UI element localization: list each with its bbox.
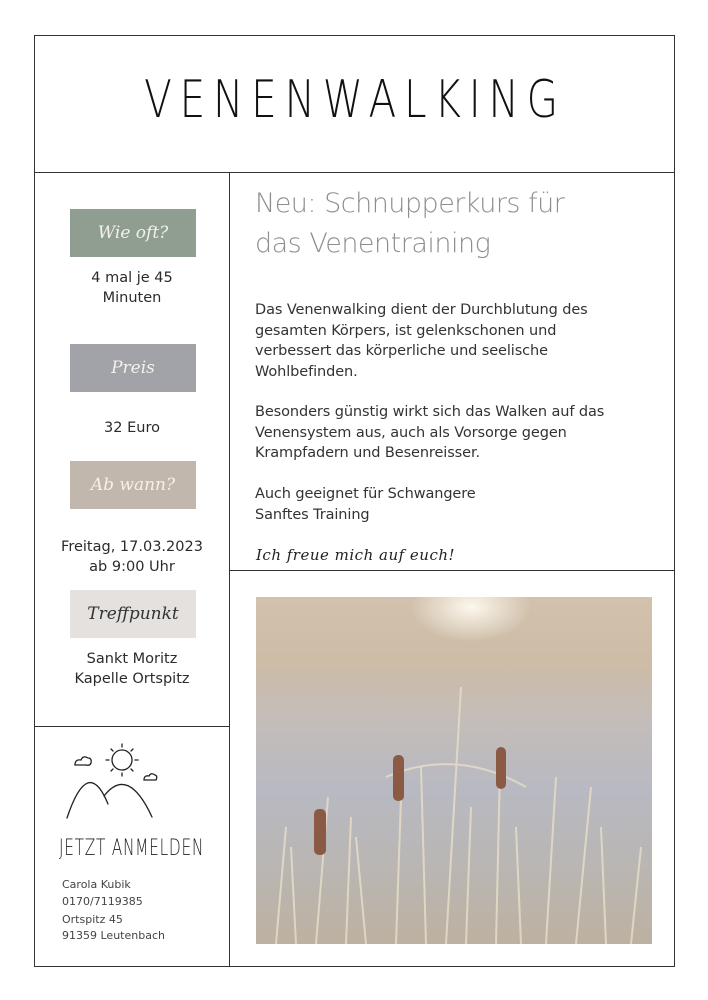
signoff: Ich freue mich auf euch! xyxy=(256,546,456,564)
label-start-text: Ab wann? xyxy=(90,475,176,495)
contact-city: 91359 Leutenbach xyxy=(62,929,165,942)
paragraph-line: Besonders günstig wirkt sich das Walken auf das xyxy=(255,404,605,420)
label-meeting-point xyxy=(70,590,196,638)
paragraph-line: Sanftes Training xyxy=(255,506,370,523)
label-price xyxy=(70,344,196,392)
paragraph-line: Venensystem aus, auch als Vorsorge gegen xyxy=(255,424,567,441)
frequency-value xyxy=(34,268,230,308)
price-value xyxy=(34,418,230,438)
price-line-1: 32 Euro xyxy=(104,420,160,436)
start-value xyxy=(34,537,230,577)
divider-sidebar xyxy=(34,726,230,727)
label-frequency-text: Wie oft? xyxy=(97,223,169,243)
headline xyxy=(255,184,564,264)
paragraph-line: Das Venenwalking dient der Durchblutung des xyxy=(255,302,588,318)
contact-street: Ortspitz 45 xyxy=(62,913,123,926)
start-line-2: ab 9:00 Uhr xyxy=(89,559,175,575)
label-frequency xyxy=(70,209,196,257)
label-start xyxy=(70,461,196,509)
meeting-point-value xyxy=(34,649,230,689)
frequency-line-2: Minuten xyxy=(102,290,162,306)
mountains-sun-icon xyxy=(60,740,170,825)
cattail-photo xyxy=(256,597,652,944)
meeting-point-line-2: Kapelle Ortspitz xyxy=(74,671,190,687)
reeds-illustration xyxy=(256,597,652,944)
paragraph-intro xyxy=(255,300,588,382)
paragraph-benefits xyxy=(255,402,604,464)
paragraph-line: Auch geeignet für Schwangere xyxy=(255,486,476,502)
paragraph-line: Krampfadern und Besenreisser. xyxy=(255,445,480,461)
contact-phone[interactable]: 0170/7119385 xyxy=(62,895,143,908)
label-price-text: Preis xyxy=(111,358,155,378)
divider-main xyxy=(229,570,675,571)
label-meeting-point-text: Treffpunkt xyxy=(87,604,179,624)
paragraph-line: verbessert das körperliche und seelische xyxy=(255,343,548,359)
contact-name: Carola Kubik xyxy=(62,878,131,891)
headline-line-1: Neu: Schnupperkurs für xyxy=(255,188,565,219)
meeting-point-line-1: Sankt Moritz xyxy=(86,651,178,667)
page-title: VENENWALKING xyxy=(144,70,566,130)
paragraph-audience xyxy=(255,484,476,525)
frequency-line-1: 4 mal je 45 xyxy=(91,270,173,286)
register-heading: JETZT ANMELDEN xyxy=(59,836,205,861)
paragraph-line: Wohlbefinden. xyxy=(255,363,358,380)
start-line-1: Freitag, 17.03.2023 xyxy=(61,539,203,555)
headline-line-2: das Venentraining xyxy=(255,228,491,259)
paragraph-line: gesamten Körpers, ist gelenkschonen und xyxy=(255,322,557,339)
divider-header xyxy=(34,172,675,173)
